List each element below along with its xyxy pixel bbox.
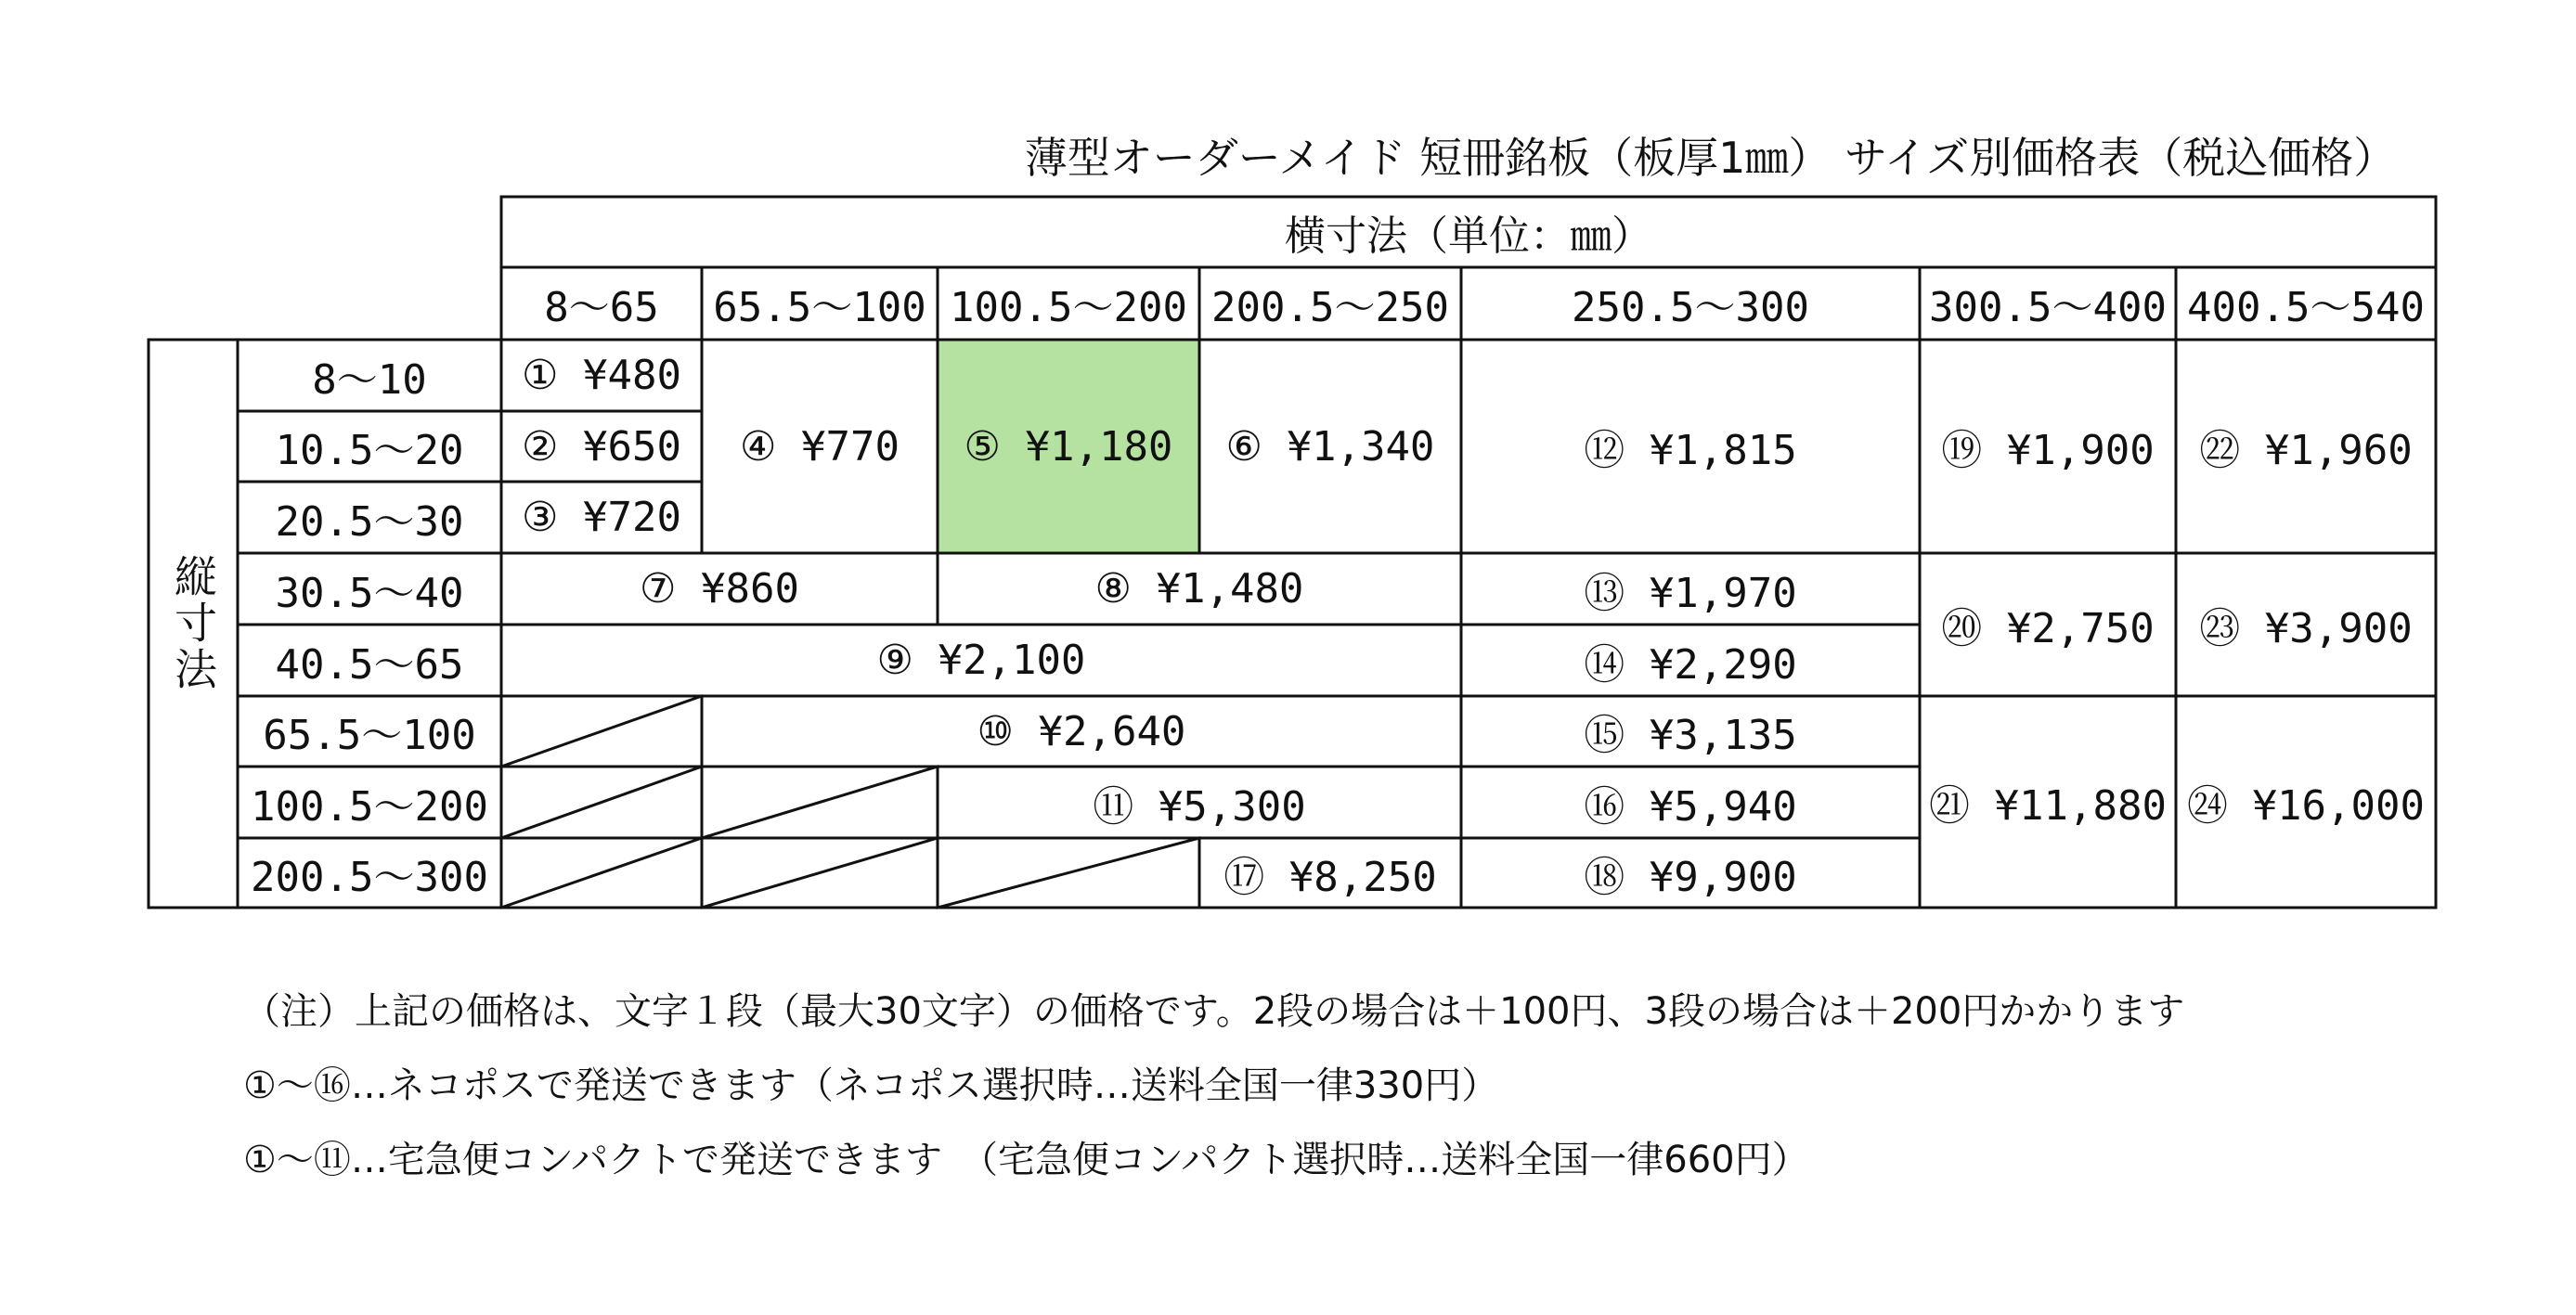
note-pricing: （注）上記の価格は、文字１段（最大30文字）の価格です。2段の場合は＋100円、3段の場合は＋200円かかります (243, 990, 2185, 1033)
price-cell-12: ⑫ ¥1,815 (1584, 427, 1797, 474)
price-cell-11: ⑪ ¥5,300 (1093, 782, 1306, 831)
note-takkyubin-compact: ①～⑪…宅急便コンパクトで発送できます （宅急便コンパクト選択時…送料全国一律660円） (243, 1139, 1809, 1181)
price-cell-6: ⑥ ¥1,340 (1225, 422, 1435, 471)
width-header-1: 8～65 (544, 284, 659, 331)
price-cell-7: ⑦ ¥860 (640, 565, 799, 612)
width-header-6: 300.5～400 (1929, 284, 2167, 331)
width-header-5: 250.5～300 (1572, 284, 1809, 331)
price-cell-21: ㉑ ¥11,880 (1929, 782, 2167, 830)
price-cell-16: ⑯ ¥5,940 (1584, 782, 1797, 831)
price-cell-19: ⑲ ¥1,900 (1941, 427, 2155, 474)
price-cell-24: ㉔ ¥16,000 (2187, 782, 2425, 830)
price-cell-1: ① ¥480 (522, 352, 681, 399)
height-header-5: 40.5～65 (275, 640, 464, 689)
height-header-2: 10.5～20 (275, 427, 464, 474)
price-cell-15: ⑮ ¥3,135 (1584, 712, 1797, 759)
price-cell-18: ⑱ ¥9,900 (1584, 853, 1797, 901)
horizontal-dimension-header: 横寸法（単位：㎜） (1285, 213, 1652, 260)
price-cell-9: ⑨ ¥2,100 (876, 637, 1086, 684)
height-header-1: 8～10 (312, 355, 427, 404)
price-cell-3: ③ ¥720 (522, 494, 681, 541)
width-header-3: 100.5～200 (950, 284, 1187, 331)
price-cell-5-highlighted: ⑤ ¥1,180 (938, 340, 1199, 553)
width-header-7: 400.5～540 (2187, 284, 2425, 331)
height-header-7: 100.5～200 (251, 782, 488, 831)
price-cell-10: ⑩ ¥2,640 (977, 707, 1186, 755)
height-header-3: 20.5～30 (275, 497, 464, 546)
price-cell-22: ㉒ ¥1,960 (2199, 427, 2413, 474)
price-cell-20: ⑳ ¥2,750 (1941, 605, 2155, 652)
price-cell-14: ⑭ ¥2,290 (1584, 640, 1797, 689)
price-cell-4: ④ ¥770 (740, 422, 900, 471)
price-cell-17: ⑰ ¥8,250 (1223, 853, 1437, 901)
height-header-6: 65.5～100 (263, 712, 476, 759)
vertical-dimension-header: 縦寸法 (168, 554, 218, 693)
height-header-4: 30.5～40 (275, 569, 464, 617)
price-cell-2: ② ¥650 (522, 422, 681, 471)
width-header-4: 200.5～250 (1211, 284, 1449, 331)
note-nekopos: ①～⑯…ネコポスで発送できます（ネコポス選択時…送料全国一律330円） (243, 1064, 1499, 1107)
price-cell-8: ⑧ ¥1,480 (1094, 565, 1304, 612)
height-header-8: 200.5～300 (251, 853, 488, 901)
width-header-2: 65.5～100 (713, 284, 926, 331)
price-cell-23: ㉓ ¥3,900 (2199, 605, 2413, 652)
price-cell-13: ⑬ ¥1,970 (1584, 569, 1797, 617)
page-title: 薄型オーダーメイド 短冊銘板（板厚1㎜） サイズ別価格表（税込価格） (1024, 133, 2397, 183)
